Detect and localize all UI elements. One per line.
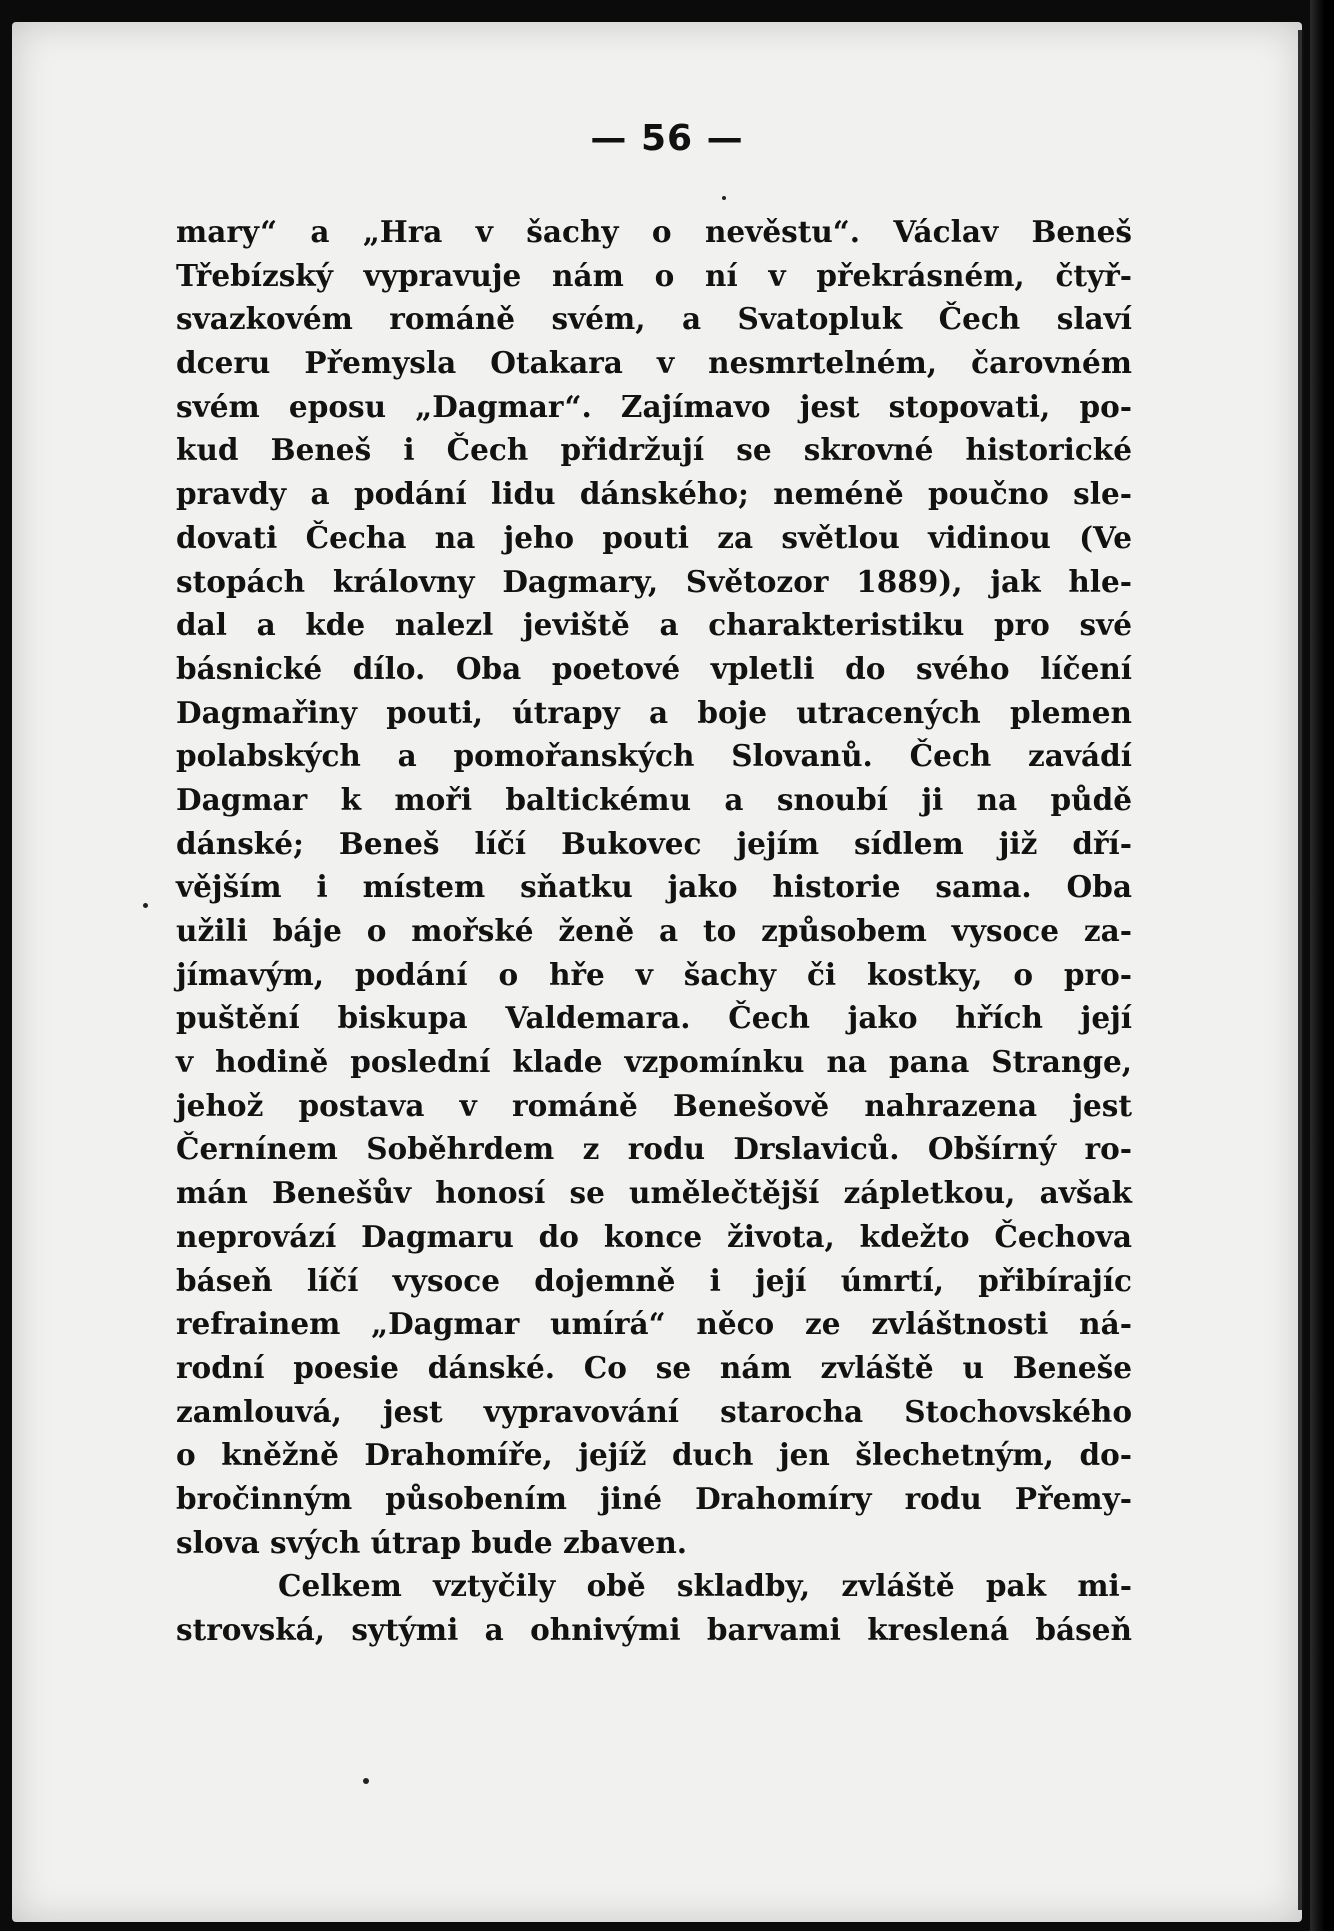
text-line: pravdy a podání lidu dánského; neméně poučno sle- (176, 476, 1132, 512)
text-line: Dagmařiny pouti, útrapy a boje utracených plemen (176, 694, 1132, 730)
paragraph-start-line: Celkem vztyčily obě skladby, zvláště pak mi- (278, 1568, 1132, 1604)
paragraph-end-line: slova svých útrap bude zbaven. (176, 1524, 688, 1560)
text-line: dceru Přemysla Otakara v nesmrtelném, čarovném (176, 345, 1132, 381)
text-line: puštění biskupa Valdemara. Čech jako hřích její (176, 1000, 1132, 1036)
text-line: básnické dílo. Oba poetové vpletli do svého líčení (176, 650, 1132, 686)
text-line: jehož postava v románě Benešově nahrazena jest (176, 1087, 1132, 1123)
page-number: — 56 — (590, 118, 744, 159)
text-line: neprovází Dagmaru do konce života, kdežto Čechova (176, 1218, 1132, 1254)
text-line: rodní poesie dánské. Co se nám zvláště u Beneše (176, 1349, 1132, 1385)
text-line: bročinným působením jiné Drahomíry rodu Přemy- (176, 1480, 1132, 1516)
text-line: kud Beneš i Čech přidržují se skrovné historické (176, 432, 1132, 468)
page-edge-shadow (1298, 30, 1304, 1910)
text-line: polabských a pomořanských Slovanů. Čech zavádí (176, 738, 1132, 774)
text-line: Třebízský vypravuje nám o ní v překrásném, čtyř- (176, 257, 1132, 293)
text-line: o kněžně Drahomíře, jejíž duch jen šlechetným, do- (176, 1437, 1132, 1473)
text-line: strovská, sytými a ohnivými barvami kreslená báseň (176, 1612, 1132, 1647)
text-line: dovati Čecha na jeho pouti za světlou vidinou (Ve (176, 519, 1132, 555)
print-speck (722, 196, 726, 200)
text-line: dánské; Beneš líčí Bukovec jejím sídlem již dří- (176, 825, 1132, 861)
text-line: svazkovém románě svém, a Svatopluk Čech slaví (176, 301, 1132, 337)
text-line: zamlouvá, jest vypravování starocha Stochovského (176, 1393, 1132, 1429)
print-speck (143, 903, 148, 908)
text-line: Dagmar k moři baltickému a snoubí ji na půdě (176, 781, 1132, 817)
text-line: refrainem „Dagmar umírá“ něco ze zvláštnosti ná- (176, 1306, 1132, 1342)
print-speck (363, 1778, 369, 1784)
text-line: mán Benešův honosí se umělečtější zápletkou, avšak (176, 1175, 1132, 1211)
text-line: Černínem Soběhrdem z rodu Drslaviců. Obšírný ro- (176, 1131, 1132, 1167)
text-line: vějším i místem sňatku jako historie sama. Oba (176, 869, 1132, 905)
text-line: mary“ a „Hra v šachy o nevěstu“. Václav Beneš (176, 214, 1132, 249)
text-line: jímavým, podání o hře v šachy či kostky, o pro- (176, 956, 1132, 992)
body-text (176, 210, 1132, 1652)
text-line: v hodině poslední klade vzpomínku na pana Strange, (176, 1044, 1132, 1080)
scan-right-border (1310, 0, 1334, 1931)
text-line: dal a kde nalezl jeviště a charakteristiku pro své (176, 607, 1132, 643)
text-line: stopách královny Dagmary, Světozor 1889), jak hle- (176, 563, 1132, 599)
text-line: báseň líčí vysoce dojemně i její úmrtí, přibírajíc (176, 1262, 1132, 1298)
text-line: svém eposu „Dagmar“. Zajímavo jest stopovati, po- (176, 388, 1132, 424)
text-line: užili báje o mořské ženě a to způsobem vysoce za- (176, 913, 1132, 948)
